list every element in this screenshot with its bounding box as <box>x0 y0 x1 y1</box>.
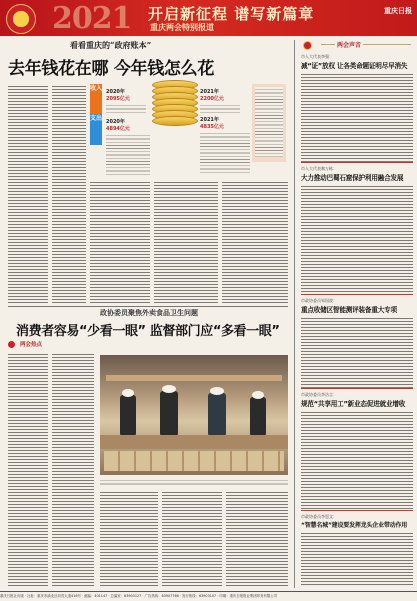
block-amount: 2200亿元 <box>200 96 224 102</box>
page-footer: 重庆日报社出版 · 社址：重庆市渝北区同茂大道416号 · 邮编：401147 · 总编室：63903127 · 广告热线：63907766 · 发行热线：63903107 · 印刷：重庆日报报业集团印务有限公司 <box>0 591 417 601</box>
lead-body-col-5 <box>222 180 288 304</box>
coin-stack-icon <box>152 80 196 128</box>
block-amount: 2095亿元 <box>106 96 130 102</box>
block-text <box>106 103 146 115</box>
expense-tag: 支出 <box>90 114 102 145</box>
right-item-label: 市人大代表李强： <box>301 54 333 59</box>
right-item-body <box>301 531 413 585</box>
right-item-headline: 重点收储区智能测评装备重大专项 <box>301 306 397 314</box>
right-divider <box>301 294 413 295</box>
lead-body-col-3 <box>90 180 150 304</box>
masthead-subtitle: 重庆两会特别报道 <box>150 23 214 32</box>
lead-body-col-2 <box>52 84 86 304</box>
bottom-body-col-3 <box>100 490 158 588</box>
block-year: 2020年 <box>106 119 125 125</box>
block-amount: 4894亿元 <box>106 126 130 132</box>
right-item-headline: 规范“共享用工”新业态促进就业增收 <box>301 400 406 408</box>
income-tag: 收入 <box>90 84 102 115</box>
right-item-headline: 大力推动巴蜀石窟保护利用融合发展 <box>301 174 404 182</box>
block-year: 2021年 <box>200 89 219 95</box>
block-amount: 4835亿元 <box>200 124 224 130</box>
bottom-body-col-4 <box>162 490 222 588</box>
right-item-headline: “智慧名城”建设要发挥龙头企业带动作用 <box>301 522 408 529</box>
right-divider <box>301 510 413 511</box>
bottom-body-col-1 <box>8 352 48 588</box>
party-badge-icon <box>303 41 312 50</box>
paper-name: 重庆日报 <box>384 6 412 15</box>
bottom-body-col-2 <box>52 352 94 588</box>
bottom-body-col-5 <box>226 490 288 588</box>
right-item-label: 市政协委员李洁言： <box>301 392 337 397</box>
right-item-5 <box>301 514 413 585</box>
infographic-side-panel <box>252 84 286 162</box>
block-year: 2020年 <box>106 89 125 95</box>
expense-2021-block <box>200 116 250 175</box>
right-item-body <box>301 184 413 294</box>
photo-caption <box>100 478 288 486</box>
block-text <box>200 103 240 115</box>
party-badge-icon <box>8 341 15 348</box>
right-item-2 <box>301 166 413 294</box>
masthead-slogan: 开启新征程 谱写新篇章 <box>148 5 315 23</box>
lead-body-col-4 <box>154 180 218 304</box>
right-item-headline: 减“证”放权 让各类命题证明尽早消失 <box>301 62 408 70</box>
lead-headline: 去年钱花在哪 今年钱怎么花 <box>8 59 215 79</box>
section-badge-right <box>301 40 413 49</box>
block-text <box>106 133 150 177</box>
section-badge-label: 两会声音 <box>337 42 362 49</box>
right-divider <box>301 388 413 389</box>
right-item-label: 市人大代表黎万栋： <box>301 166 337 171</box>
income-2021-block <box>200 88 244 114</box>
masthead-year: 2021 <box>52 1 132 36</box>
right-item-4 <box>301 392 413 510</box>
right-item-body <box>301 72 413 162</box>
right-item-body <box>301 316 413 388</box>
bottom-kicker: 政协委员聚焦外卖食品卫生问题 <box>100 308 198 317</box>
right-column <box>301 40 413 588</box>
right-item-label: 市政协委员邹国波： <box>301 298 337 303</box>
column-divider <box>294 40 295 588</box>
lead-kicker: 看看重庆的“政府账本” <box>70 40 152 50</box>
masthead-banner <box>0 0 417 36</box>
block-text <box>200 131 250 175</box>
right-divider <box>301 162 413 163</box>
national-emblem-icon <box>6 4 36 34</box>
right-item-3 <box>301 298 413 388</box>
lead-body-col-1 <box>8 84 48 304</box>
expense-2020-block <box>106 118 150 177</box>
bottom-headline: 消费者容易“少看一眼” 监督部门应“多看一眼” <box>16 324 280 339</box>
income-2020-block <box>106 88 150 114</box>
right-item-body <box>301 410 413 510</box>
section-badge-left <box>8 340 78 349</box>
section-badge-label: 两会热点 <box>20 342 43 348</box>
news-photo <box>100 355 288 475</box>
block-year: 2021年 <box>200 117 219 123</box>
story-divider <box>8 306 288 307</box>
right-item-label: 市政协委员李恩文： <box>301 514 337 519</box>
right-item-1 <box>301 54 413 162</box>
